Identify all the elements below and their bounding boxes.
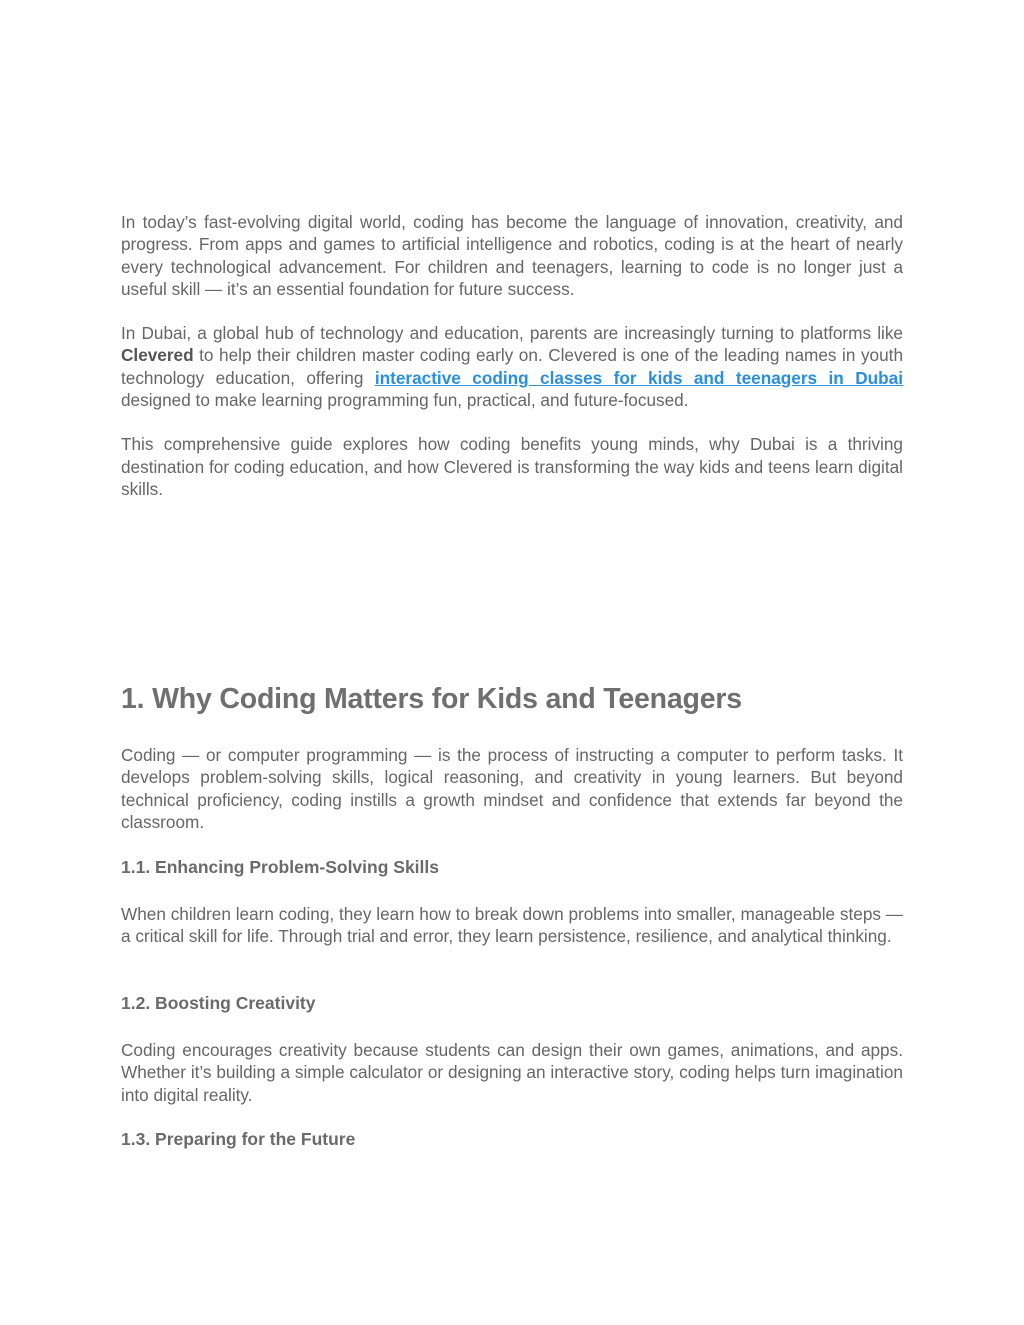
text: to help their children master coding early on. Clevered is one of the leading names in youth technology education, offering — [121, 345, 903, 388]
subsection-paragraph: When children learn coding, they learn how to break down problems into smaller, manageable steps — a critical skill for life. Through trial and error, they learn persistence, resilience, and analytical thinking. — [121, 904, 903, 947]
section-paragraph: Coding — or computer programming — is the process of instructing a computer to perform tasks. It develops problem-solving skills, logical reasoning, and creativity in young learners. But beyond technical proficiency, coding instills a growth mindset and confidence that extends far beyond the classroom. — [121, 745, 903, 832]
subsection-heading: 1.1. Enhancing Problem-Solving Skills — [121, 857, 439, 877]
section-body — [121, 744, 903, 833]
subsection-2 — [121, 993, 903, 1014]
subsection-heading: 1.2. Boosting Creativity — [121, 993, 316, 1013]
intro-paragraph-1: In today’s fast-evolving digital world, coding has become the language of innovation, creativity, and progress. From apps and games to artificial intelligence and robotics, coding is at the heart of nearly every technological advancement. For children and teenagers, learning to code is no longer just a useful skill — it’s an essential foundation for future success. — [121, 212, 903, 299]
subsection-3 — [121, 1129, 903, 1150]
text: In Dubai, a global hub of technology and education, parents are increasingly turning to platforms like — [121, 323, 903, 344]
intro-paragraph-3: This comprehensive guide explores how coding benefits young minds, why Dubai is a thriving destination for coding education, and how Clevered is transforming the way kids and teens learn digital skills. — [121, 434, 903, 499]
text: designed to make learning programming fun, practical, and future-focused. — [121, 390, 689, 411]
subsection-paragraph: Coding encourages creativity because students can design their own games, animations, and apps. Whether it’s building a simple calculator or designing an interactive story, coding helps turn imagination into digital reality. — [121, 1040, 903, 1105]
subsection-2-body — [121, 1039, 903, 1106]
intro-paragraph-2 — [121, 322, 903, 411]
brand-name: Clevered — [121, 345, 194, 366]
subsection-heading: 1.3. Preparing for the Future — [121, 1129, 356, 1149]
subsection-1 — [121, 857, 903, 878]
intro-section — [121, 211, 903, 500]
coding-classes-link[interactable]: interactive coding classes for kids and teenagers in Dubai — [374, 367, 903, 388]
section-heading: 1. Why Coding Matters for Kids and Teenagers — [121, 683, 742, 715]
subsection-1-body — [121, 903, 903, 948]
